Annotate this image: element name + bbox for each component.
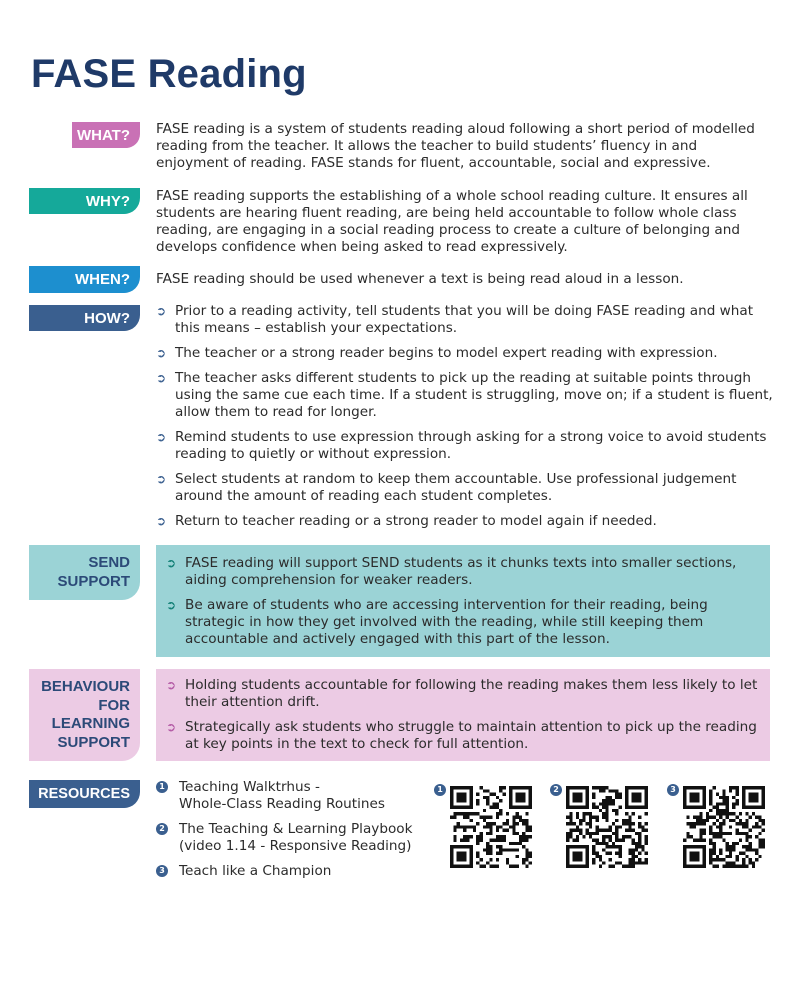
number-badge: 3 xyxy=(667,784,679,796)
qr-code-icon[interactable] xyxy=(566,786,648,868)
how-label: HOW? xyxy=(29,305,140,331)
when-text: FASE reading should be used whenever a text is being read aloud in a lesson. xyxy=(156,271,684,287)
what-label: WHAT? xyxy=(72,122,140,148)
why-label: WHY? xyxy=(29,188,140,214)
send-support-label: SEND SUPPORT xyxy=(29,545,140,600)
arrow-bullet-icon: ➲ xyxy=(156,371,167,385)
arrow-bullet-icon: ➲ xyxy=(156,472,167,486)
behaviour-support-panel xyxy=(156,669,770,761)
resource-item[interactable]: 3 Teach like a Champion xyxy=(156,863,426,880)
number-badge: 1 xyxy=(156,781,168,793)
arrow-bullet-icon: ➲ xyxy=(156,514,167,528)
arrow-bullet-icon: ➲ xyxy=(166,720,177,734)
page-title: FASE Reading xyxy=(31,52,307,96)
list-item: ➲ Holding students accountable for following the reading makes them less likely to let their attention drift. xyxy=(166,677,758,710)
number-badge: 3 xyxy=(156,865,168,877)
list-item: ➲ Select students at random to keep them accountable. Use professional judgement around the amount of reading each student completes. xyxy=(156,471,737,504)
list-item: ➲ Strategically ask students who struggle to maintain attention to pick up the reading at key points in the text to check for full attention. xyxy=(166,719,757,752)
number-badge: 2 xyxy=(550,784,562,796)
arrow-bullet-icon: ➲ xyxy=(156,346,167,360)
arrow-bullet-icon: ➲ xyxy=(166,598,177,612)
arrow-bullet-icon: ➲ xyxy=(166,556,177,570)
list-item: ➲ The teacher asks different students to pick up the reading at suitable points through using the same cue each time. If a student is struggling, move on; if a student is fluent, allow them to read for longer. xyxy=(156,370,773,420)
resource-item[interactable]: 2 The Teaching & Learning Playbook (video 1.14 - Responsive Reading) xyxy=(156,821,426,855)
when-label: WHEN? xyxy=(29,266,140,293)
how-list xyxy=(156,303,774,530)
list-item: ➲ The teacher or a strong reader begins to model expert reading with expression. xyxy=(156,345,718,361)
arrow-bullet-icon: ➲ xyxy=(166,678,177,692)
resources-label: RESOURCES xyxy=(29,780,140,808)
send-support-panel xyxy=(156,545,770,657)
resource-item[interactable]: 1 Teaching Walktrhus - Whole-Class Reading Routines xyxy=(156,779,426,813)
arrow-bullet-icon: ➲ xyxy=(156,430,167,444)
behaviour-support-label: BEHAVIOUR FOR LEARNING SUPPORT xyxy=(29,669,140,761)
what-text: FASE reading is a system of students reading aloud following a short period of modelled reading from the teacher. It allows the teacher to build students’ fluency in and enjoyment of reading. FASE stands for fluent, accountable, social and expressive. xyxy=(156,121,755,171)
qr-code-icon[interactable] xyxy=(683,786,765,868)
why-text: FASE reading supports the establishing of a whole school reading culture. It ensures all students are hearing fluent reading, are being held accountable to follow whole class reading, are engaging in a social reading process to create a culture of belonging and develops confidence when being asked to read expressively. xyxy=(156,188,748,255)
list-item: ➲ Prior to a reading activity, tell students that you will be doing FASE reading and what this means – establish your expectations. xyxy=(156,303,754,336)
list-item: ➲ Return to teacher reading or a strong reader to model again if needed. xyxy=(156,513,657,529)
list-item: ➲ Be aware of students who are accessing intervention for their reading, being strategic in how they get involved with the reading, while still keeping them accountable and actively engaged with this part of the lesson. xyxy=(166,597,708,647)
list-item: ➲ FASE reading will support SEND students as it chunks texts into smaller sections, aiding comprehension for weaker readers. xyxy=(166,555,737,588)
qr-code-icon[interactable] xyxy=(450,786,532,868)
number-badge: 2 xyxy=(156,823,168,835)
arrow-bullet-icon: ➲ xyxy=(156,304,167,318)
resources-list xyxy=(156,779,426,880)
list-item: ➲ Remind students to use expression through asking for a strong voice to avoid students reading to quietly or without expression. xyxy=(156,429,767,462)
number-badge: 1 xyxy=(434,784,446,796)
